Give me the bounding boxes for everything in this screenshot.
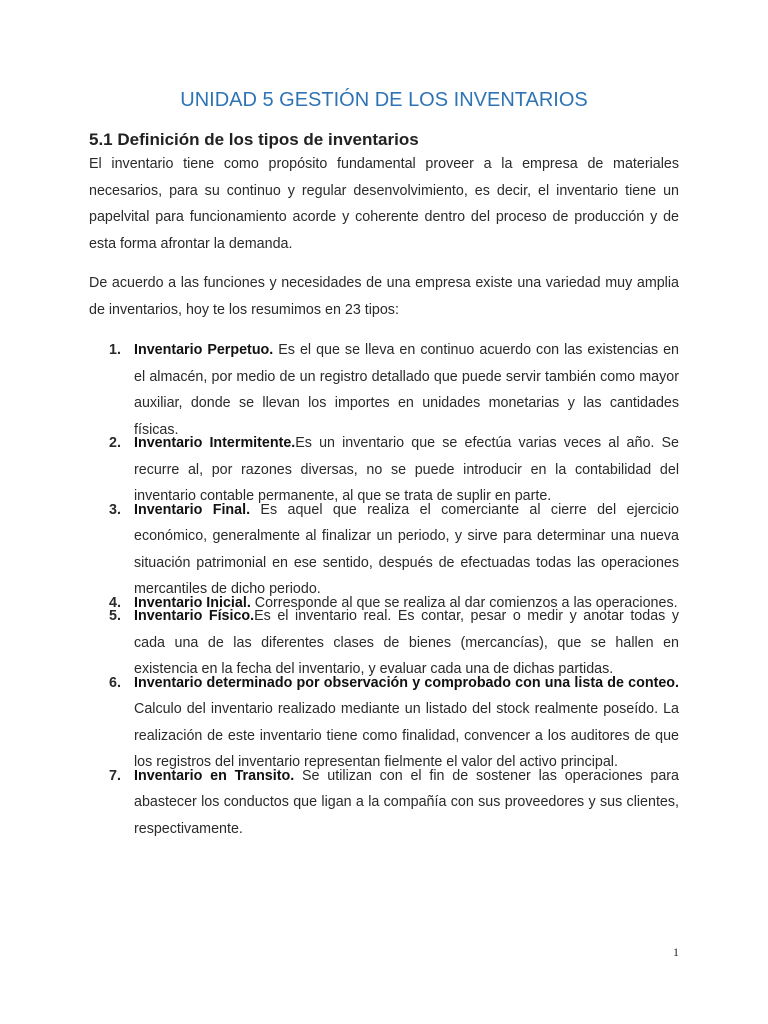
list-item [89, 670, 679, 776]
list-item [89, 763, 679, 843]
inventory-types-list [89, 337, 680, 837]
item-term: Inventario Final. [134, 501, 251, 518]
item-text: Corresponde al que se realiza al dar comienzos a las operaciones. [250, 594, 678, 611]
page-title: UNIDAD 5 GESTIÓN DE LOS INVENTARIOS [180, 89, 588, 111]
item-term: Inventario Inicial. [134, 594, 251, 611]
section-heading: 5.1 Definición de los tipos de inventarios [89, 130, 419, 149]
item-term: Inventario Perpetuo. [134, 342, 274, 358]
page-number: 1 [673, 945, 679, 959]
item-term: Inventario determinado por observación y comprobado con una lista de conteo. [134, 674, 679, 691]
item-term: Inventario Físico. [134, 608, 255, 624]
item-text: Se utilizan con el fin de sostener las operaciones para abastecer los conductos que ligan a la compañía con sus proveedores y sus clientes, respectivamente. [134, 767, 679, 837]
item-number: 5. [109, 608, 121, 624]
item-number: 3. [109, 501, 121, 518]
item-text: Es el que se lleva en continuo acuerdo con las existencias en el almacén, por medio de un registro detallado que puede servir también como mayor auxiliar, donde se llevan los importes en unidades monetarias y las cantidades físicas. [134, 342, 679, 438]
summary-paragraph: De acuerdo a las funciones y necesidades de una empresa existe una variedad muy amplia de inventarios, hoy te los resumimos en 23 tipos: [89, 275, 679, 318]
item-text: Es un inventario que se efectúa varias veces al año. Se recurre al, por razones diversas, no se puede introducir en la contabilidad del inventario contable permanente, al que se trata de suplir en parte. [134, 435, 680, 504]
item-number: 2. [109, 435, 121, 451]
item-number: 4. [109, 594, 121, 611]
item-number: 7. [109, 767, 121, 784]
item-term: Inventario en Transito. [134, 767, 295, 784]
item-text: Calculo del inventario realizado mediante un listado del stock realmente poseído. La realización de este inventario tiene como finalidad, convencer a los auditores de que los registros del inventario representan fielmente el valor del activo principal. [134, 701, 679, 770]
item-number: 6. [109, 674, 121, 691]
list-item [89, 337, 679, 443]
item-text: Es el inventario real. Es contar, pesar o medir y anotar todas y cada una de las diferentes clases de bienes (mercancías), que se hallen en existencia en la fecha del inventario, y evaluar cada una de dichas partidas. [134, 608, 679, 677]
item-text: Es aquel que realiza el comerciante al cierre del ejercicio económico, generalmente al finalizar un periodo, y sirve para determinar una nueva situación patrimonial en ese sentido, después de efectuadas todas las operaciones mercantiles de dicho periodo. [134, 501, 679, 597]
intro-paragraph: El inventario tiene como propósito fundamental proveer a la empresa de materiales necesarios, para su continuo y regular desenvolvimiento, es decir, el inventario tiene un papelvital para funcionamiento acorde y coherente dentro del proceso de producción y de esta forma afrontar la demanda. [89, 156, 679, 252]
item-term: Inventario Intermitente. [134, 435, 296, 451]
list-item [89, 497, 679, 603]
item-number: 1. [109, 342, 121, 358]
